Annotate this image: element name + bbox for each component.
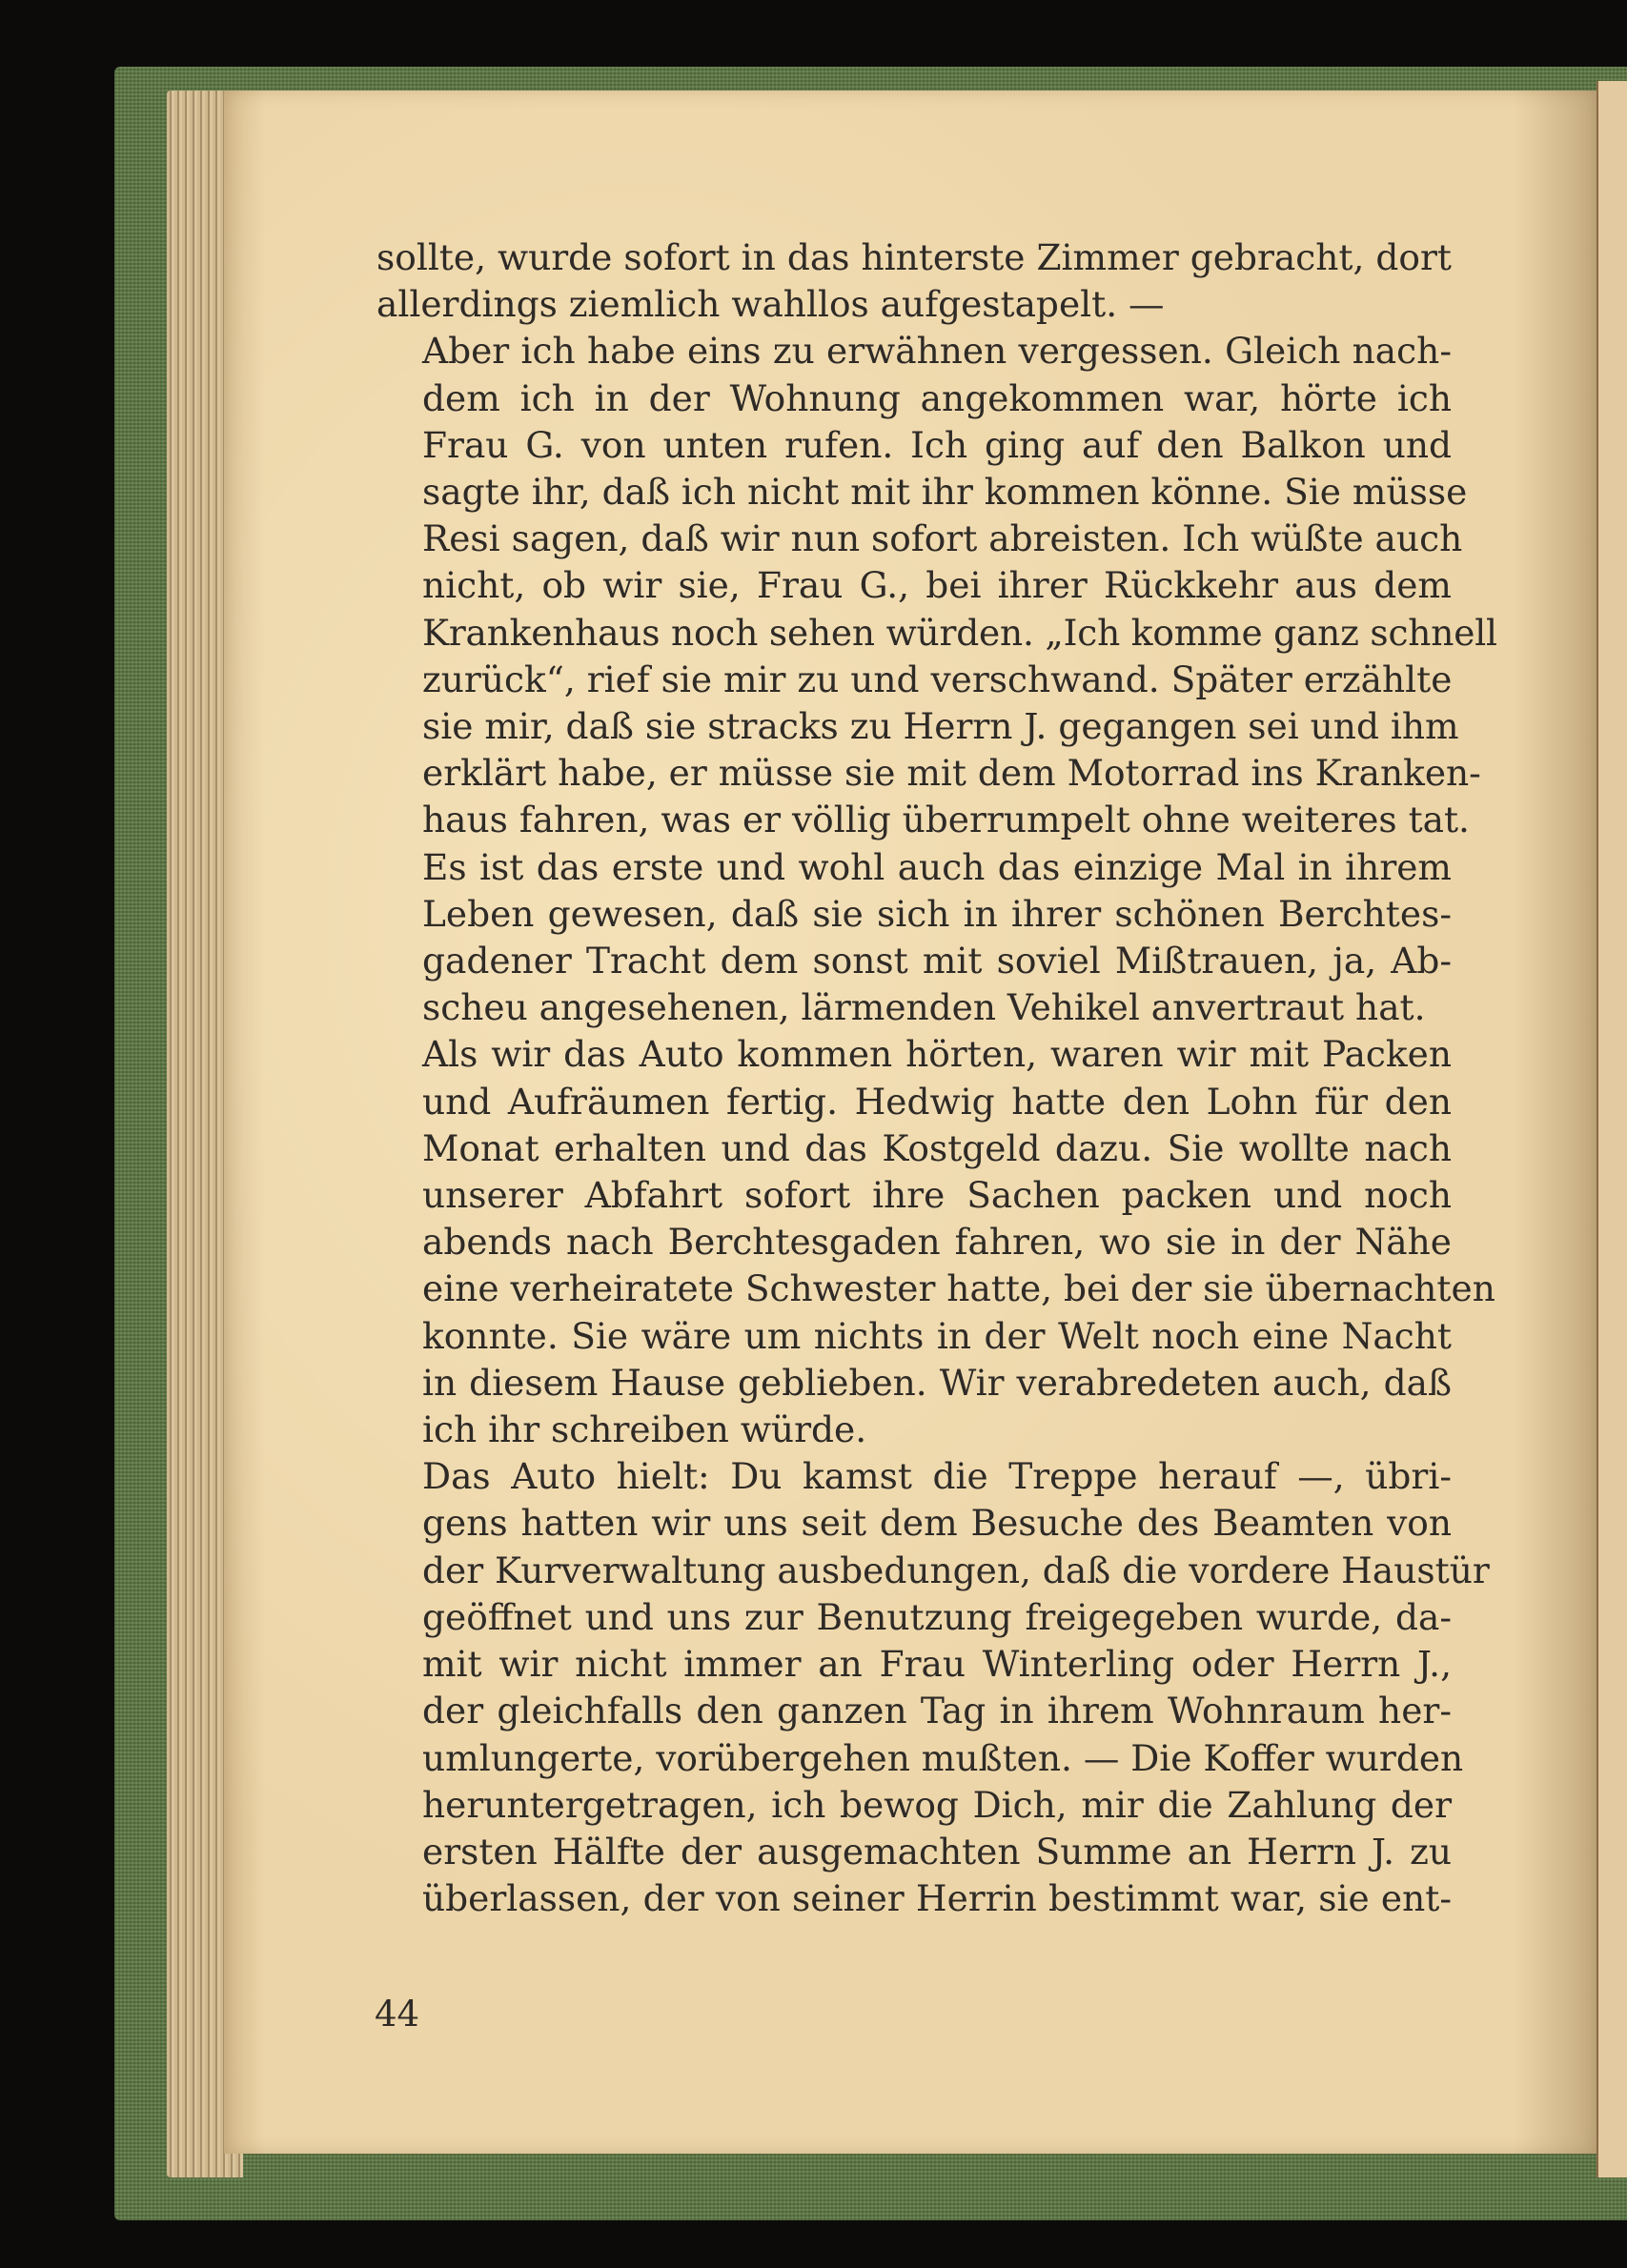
text-line: scheu angesehenen, lärmenden Vehikel anvertraut hat. <box>422 986 1426 1029</box>
text-line: Als wir das Auto kommen hörten, waren wir mit Packen <box>422 1033 1452 1076</box>
text-line: sagte ihr, daß ich nicht mit ihr kommen könne. Sie müsse <box>422 471 1468 514</box>
text-line: dem ich in der Wohnung angekommen war, hörte ich <box>422 376 1452 419</box>
text-line: eine verheiratete Schwester hatte, bei der sie übernachten <box>422 1267 1495 1310</box>
text-line: erklärt habe, er müsse sie mit dem Motorrad ins Kranken- <box>422 752 1481 795</box>
text-line: Frau G. von unten rufen. Ich ging auf den Balkon und <box>422 423 1452 466</box>
text-line: gadener Tracht dem sonst mit soviel Mißtrauen, ja, Ab- <box>422 940 1452 982</box>
text-line: Leben gewesen, daß sie sich in ihrer schönen Berchtes- <box>422 892 1452 935</box>
page-number: 44 <box>375 1994 420 2035</box>
text-line: zurück“, rief sie mir zu und verschwand. Später erzählte <box>422 658 1453 700</box>
facing-page-edge <box>1596 81 1627 2177</box>
paragraph-2 <box>376 328 1497 1031</box>
text-line: heruntergetragen, ich bewog Dich, mir die Zahlung der <box>422 1783 1452 1826</box>
text-line: abends nach Berchtesgaden fahren, wo sie in der Nähe <box>422 1221 1452 1264</box>
text-line: konnte. Sie wäre um nichts in der Welt noch eine Nacht <box>422 1314 1452 1357</box>
text-line: ersten Hälfte der ausgemachten Summe an Herrn J. zu <box>422 1830 1452 1873</box>
text-line: nicht, ob wir sie, Frau G., bei ihrer Rückkehr aus dem <box>422 564 1452 607</box>
text-line: unserer Abfahrt sofort ihre Sachen packen und noch <box>422 1174 1452 1217</box>
text-line: und Aufräumen fertig. Hedwig hatte den Lohn für den <box>422 1080 1452 1123</box>
text-line: der Kurverwaltung ausbedungen, daß die vordere Haustür <box>422 1549 1490 1591</box>
text-line: haus fahren, was er völlig überrumpelt ohne weiteres tat. <box>422 799 1470 841</box>
text-line: gens hatten wir uns seit dem Besuche des Beamten von <box>422 1502 1452 1545</box>
text-line: allerdings ziemlich wahllos aufgestapelt. — <box>376 283 1165 326</box>
text-line: in diesem Hause geblieben. Wir verabredeten auch, daß <box>422 1361 1452 1404</box>
text-line: Es ist das erste und wohl auch das einzige Mal in ihrem <box>422 845 1452 888</box>
paragraph-1 <box>376 234 1452 328</box>
text-line: geöffnet und uns zur Benutzung freigegeben wurde, da- <box>422 1595 1452 1638</box>
text-line: sie mir, daß sie stracks zu Herrn J. gegangen sei und ihm <box>422 705 1459 748</box>
text-line: Monat erhalten und das Kostgeld dazu. Sie wollte nach <box>422 1126 1452 1169</box>
text-line: Resi sagen, daß wir nun sofort abreisten. Ich wüßte auch <box>422 517 1463 560</box>
paragraph-4 <box>376 1453 1490 1922</box>
text-line: Krankenhaus noch sehen würden. „Ich komme ganz schnell <box>422 611 1497 654</box>
text-line: Das Auto hielt: Du kamst die Treppe herauf —, übri- <box>422 1455 1452 1498</box>
text-line: mit wir nicht immer an Frau Winterling oder Herrn J., <box>422 1643 1452 1686</box>
text-line: der gleichfalls den ganzen Tag in ihrem Wohnraum her- <box>422 1690 1452 1732</box>
text-line: Aber ich habe eins zu erwähnen vergessen. Gleich nach- <box>422 330 1452 373</box>
text-line: umlungerte, vorübergehen mußten. — Die Koffer wurden <box>422 1736 1464 1779</box>
text-line: ich ihr schreiben würde. <box>422 1408 867 1451</box>
text-line: sollte, wurde sofort in das hinterste Zimmer gebracht, dort <box>376 236 1452 278</box>
text-line: überlassen, der von seiner Herrin bestimmt war, sie ent- <box>422 1877 1452 1920</box>
page-body-text <box>376 234 1497 1922</box>
paragraph-3 <box>376 1031 1495 1453</box>
